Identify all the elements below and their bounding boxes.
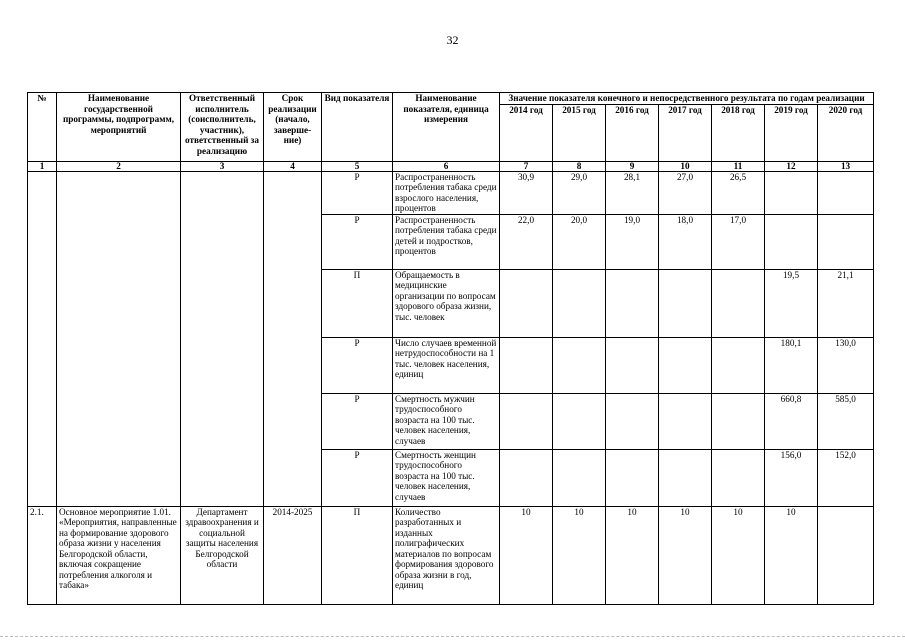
value-cell [553, 337, 606, 393]
column-numbers-row [28, 161, 874, 171]
value-cell: 27,0 [659, 171, 712, 214]
value-cell: 130,0 [818, 337, 874, 393]
value-cell [553, 449, 606, 506]
header-year: 2018 год [712, 104, 765, 161]
indicator-name-cell: Смертность женщин трудоспособного возраста на 100 тыс. человек населения, случаев [393, 449, 500, 506]
indicators-table [27, 92, 874, 605]
indicator-name-cell: Распространенность потребления табака среди детей и подростков, процентов [393, 214, 500, 269]
value-cell [765, 171, 818, 214]
value-cell [606, 269, 659, 337]
value-cell: 18,0 [659, 214, 712, 269]
value-cell: 22,0 [500, 214, 553, 269]
program-name-cell [57, 171, 181, 506]
indicator-type-cell: Р [322, 337, 393, 393]
column-number: 9 [606, 161, 659, 171]
header-indicator-name: Наименование показателя, единица измерения [393, 93, 500, 162]
indicator-type-cell: П [322, 269, 393, 337]
value-cell: 26,5 [712, 171, 765, 214]
value-cell [659, 269, 712, 337]
column-number: 3 [181, 161, 264, 171]
value-cell: 10 [606, 506, 659, 604]
header-values: Значение показателя конечного и непосредственного результата по годам реализации [500, 93, 874, 105]
indicator-type-cell: Р [322, 214, 393, 269]
indicator-name-cell: Количество разработанных и изданных полиграфических материалов по вопросам формирования здорового образа жизни в год, единиц [393, 506, 500, 604]
value-cell: 10 [553, 506, 606, 604]
header-number: № [28, 93, 57, 162]
indicator-type-cell: П [322, 506, 393, 604]
header-year: 2017 год [659, 104, 712, 161]
value-cell: 17,0 [712, 214, 765, 269]
header-year: 2019 год [765, 104, 818, 161]
value-cell: 21,1 [818, 269, 874, 337]
column-number: 12 [765, 161, 818, 171]
program-name-cell: Основное мероприятие 1.01. «Мероприятия, направленные на формирование здорового образа жизни у населения Белгородской области, включая сокращение потребления алкоголя и табака» [57, 506, 181, 604]
column-number: 8 [553, 161, 606, 171]
period-cell [264, 171, 322, 506]
row-number-cell [28, 171, 57, 506]
value-cell [818, 214, 874, 269]
value-cell: 10 [712, 506, 765, 604]
value-cell [818, 171, 874, 214]
value-cell [553, 393, 606, 449]
header-indicator-type: Вид показателя [322, 93, 393, 162]
value-cell: 152,0 [818, 449, 874, 506]
column-number: 5 [322, 161, 393, 171]
value-cell [712, 269, 765, 337]
header-responsible: Ответственный исполнитель (соисполнитель, участник), ответственный за реализацию [181, 93, 264, 162]
indicator-type-cell: Р [322, 393, 393, 449]
header-year: 2020 год [818, 104, 874, 161]
table-row [28, 506, 874, 604]
column-number: 7 [500, 161, 553, 171]
value-cell: 180,1 [765, 337, 818, 393]
period-cell: 2014-2025 [264, 506, 322, 604]
value-cell: 585,0 [818, 393, 874, 449]
value-cell [818, 506, 874, 604]
value-cell: 10 [500, 506, 553, 604]
table-row [28, 171, 874, 214]
value-cell [659, 337, 712, 393]
value-cell: 19,5 [765, 269, 818, 337]
value-cell [500, 269, 553, 337]
value-cell: 19,0 [606, 214, 659, 269]
value-cell [500, 393, 553, 449]
value-cell [606, 393, 659, 449]
value-cell [500, 337, 553, 393]
indicator-name-cell: Смертность мужчин трудоспособного возраста на 100 тыс. человек населения, случаев [393, 393, 500, 449]
row-number-cell: 2.1. [28, 506, 57, 604]
value-cell [553, 269, 606, 337]
value-cell: 20,0 [553, 214, 606, 269]
column-number: 2 [57, 161, 181, 171]
indicator-name-cell: Распространенность потребления табака среди взрослого населения, процентов [393, 171, 500, 214]
header-period: Срок реализации (начало, заверше-ние) [264, 93, 322, 162]
header-year: 2016 год [606, 104, 659, 161]
value-cell: 29,0 [553, 171, 606, 214]
value-cell: 156,0 [765, 449, 818, 506]
value-cell: 28,1 [606, 171, 659, 214]
column-number: 1 [28, 161, 57, 171]
value-cell: 10 [765, 506, 818, 604]
value-cell [659, 449, 712, 506]
column-number: 11 [712, 161, 765, 171]
column-number: 10 [659, 161, 712, 171]
value-cell [765, 214, 818, 269]
value-cell [606, 337, 659, 393]
page-number: 32 [446, 33, 459, 47]
header-program-name: Наименование государственной программы, подпрограмм, мероприятий [57, 93, 181, 162]
column-number: 13 [818, 161, 874, 171]
value-cell: 30,9 [500, 171, 553, 214]
value-cell [500, 449, 553, 506]
indicator-type-cell: Р [322, 449, 393, 506]
header-year: 2014 год [500, 104, 553, 161]
responsible-cell: Департамент здравоохранения и социальной защиты населения Белгородской области [181, 506, 264, 604]
responsible-cell [181, 171, 264, 506]
value-cell [712, 393, 765, 449]
page-edge-divider [0, 636, 905, 637]
value-cell [606, 449, 659, 506]
indicator-name-cell: Обращаемость в медицинские организации по вопросам здорового образа жизни, тыс. человек [393, 269, 500, 337]
value-cell [712, 337, 765, 393]
indicator-type-cell: Р [322, 171, 393, 214]
indicator-name-cell: Число случаев временной нетрудоспособности на 1 тыс. человек населения, единиц [393, 337, 500, 393]
value-cell: 10 [659, 506, 712, 604]
column-number: 4 [264, 161, 322, 171]
column-number: 6 [393, 161, 500, 171]
header-year: 2015 год [553, 104, 606, 161]
value-cell [712, 449, 765, 506]
value-cell [659, 393, 712, 449]
value-cell: 660,8 [765, 393, 818, 449]
